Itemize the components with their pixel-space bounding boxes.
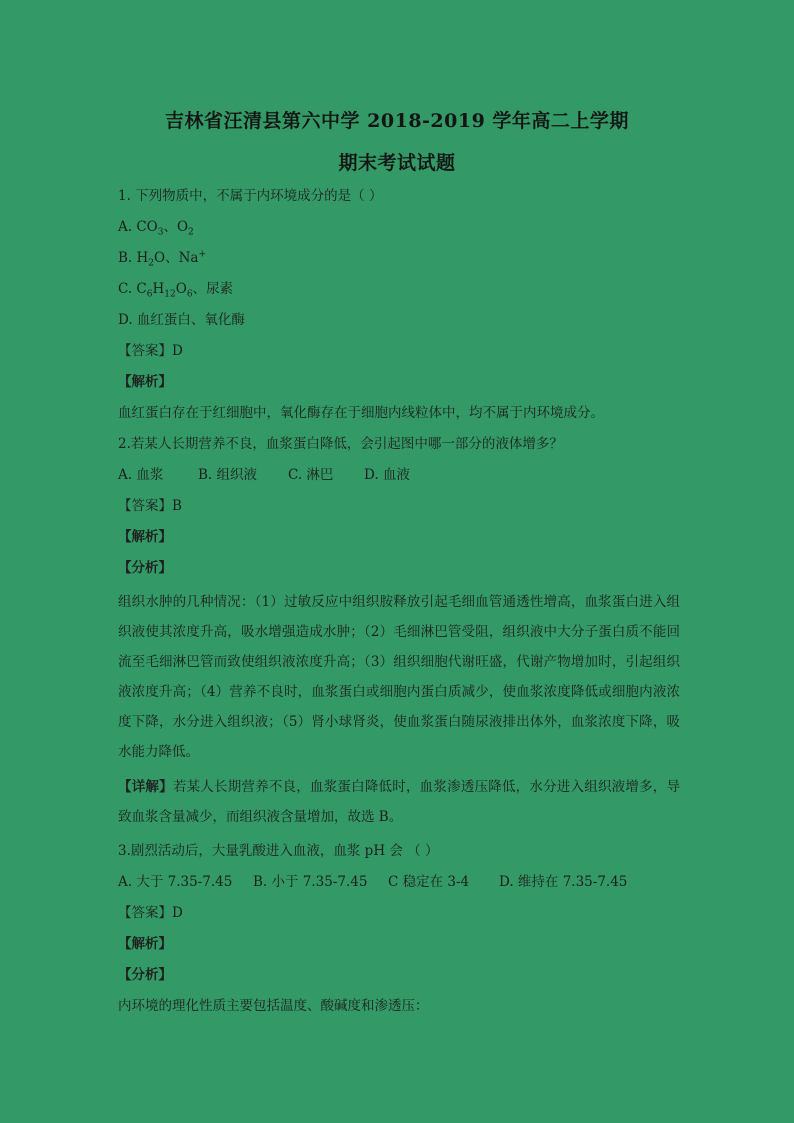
q1-option-c: C. $C_6H_{12}O_6$、尿素 (118, 281, 234, 300)
q2-option-a: A. 血浆 (118, 467, 164, 483)
q3-fenxi-heading: 【分析】 (118, 967, 172, 983)
q2-detail-text: 若某人长期营养不良，血浆蛋白降低时，血浆渗透压降低，水分进入组织液增多，导致血浆含量减少，而组织液含量增加，故选 B。 (118, 779, 681, 825)
q1-option-d: D. 血红蛋白、氧化酶 (118, 312, 245, 328)
q1-answer: 【答案】D (118, 343, 183, 359)
q3-fenxi: 内环境的理化性质主要包括温度、酸碱度和渗透压： (118, 998, 429, 1014)
q3-option-b: B. 小于 7.35-7.45 (253, 874, 368, 890)
q2-option-c: C. 淋巴 (288, 467, 334, 483)
q2-fenxi-heading: 【分析】 (118, 560, 172, 576)
q3-stem: 3.剧烈活动后，大量乳酸进入血液，血浆 pH 会 （ ） (118, 843, 439, 859)
q3-options (118, 873, 678, 891)
q2-detail (118, 772, 680, 832)
q2-option-b: B. 组织液 (198, 467, 258, 483)
q3-answer: 【答案】D (118, 905, 183, 921)
q2-analysis-heading: 【解析】 (118, 529, 172, 545)
q1-analysis: 血红蛋白存在于红细胞中，氧化酶存在于细胞内线粒体中，均不属于内环境成分。 (118, 405, 604, 421)
q3-option-a: A. 大于 7.35-7.45 (118, 874, 233, 890)
q2-option-d: D. 血液 (364, 467, 410, 483)
q2-detail-heading: 【详解】 (118, 779, 173, 795)
q2-fenxi: 组织水肿的几种情况：（1）过敏反应中组织胺释放引起毛细血管通透性增高，血浆蛋白进入组织液使其浓度升高，吸水增强造成水肿；（2）毛细淋巴管受阻，组织液中大分子蛋白质不能回流至毛细淋巴管而致使组织液浓度升高；（3）组织细胞代谢旺盛，代谢产物增加时，引起组织液浓度升高；（4）营养不良时，血浆蛋白或细胞内蛋白质减少，使血浆浓度降低或细胞内液浓度下降，水分进入组织液；（5）肾小球肾炎，使血浆蛋白随尿液排出体外，血浆浓度下降，吸水能力降低。 (118, 594, 680, 760)
document-subtitle: 期末考试试题 (338, 152, 456, 174)
q1-option-b: B. $H_2O$、Na+ (118, 249, 206, 269)
document-title: 吉林省汪清县第六中学 2018-2019 学年高二上学期 (165, 110, 629, 132)
q1-analysis-heading: 【解析】 (118, 374, 172, 390)
q3-option-c: C 稳定在 3-4 (388, 874, 470, 890)
q1-option-a: A. $CO_3$、$O_2$ (118, 219, 194, 238)
q2-options (118, 466, 678, 484)
q2-answer: 【答案】B (118, 498, 182, 514)
q1-stem: 1. 下列物质中，不属于内环境成分的是（ ） (118, 188, 383, 204)
q2-stem: 2.若某人长期营养不良，血浆蛋白降低，会引起图中哪一部分的液体增多？ (118, 436, 563, 452)
q3-option-d: D. 维持在 7.35-7.45 (499, 874, 628, 890)
q3-analysis-heading: 【解析】 (118, 936, 172, 952)
